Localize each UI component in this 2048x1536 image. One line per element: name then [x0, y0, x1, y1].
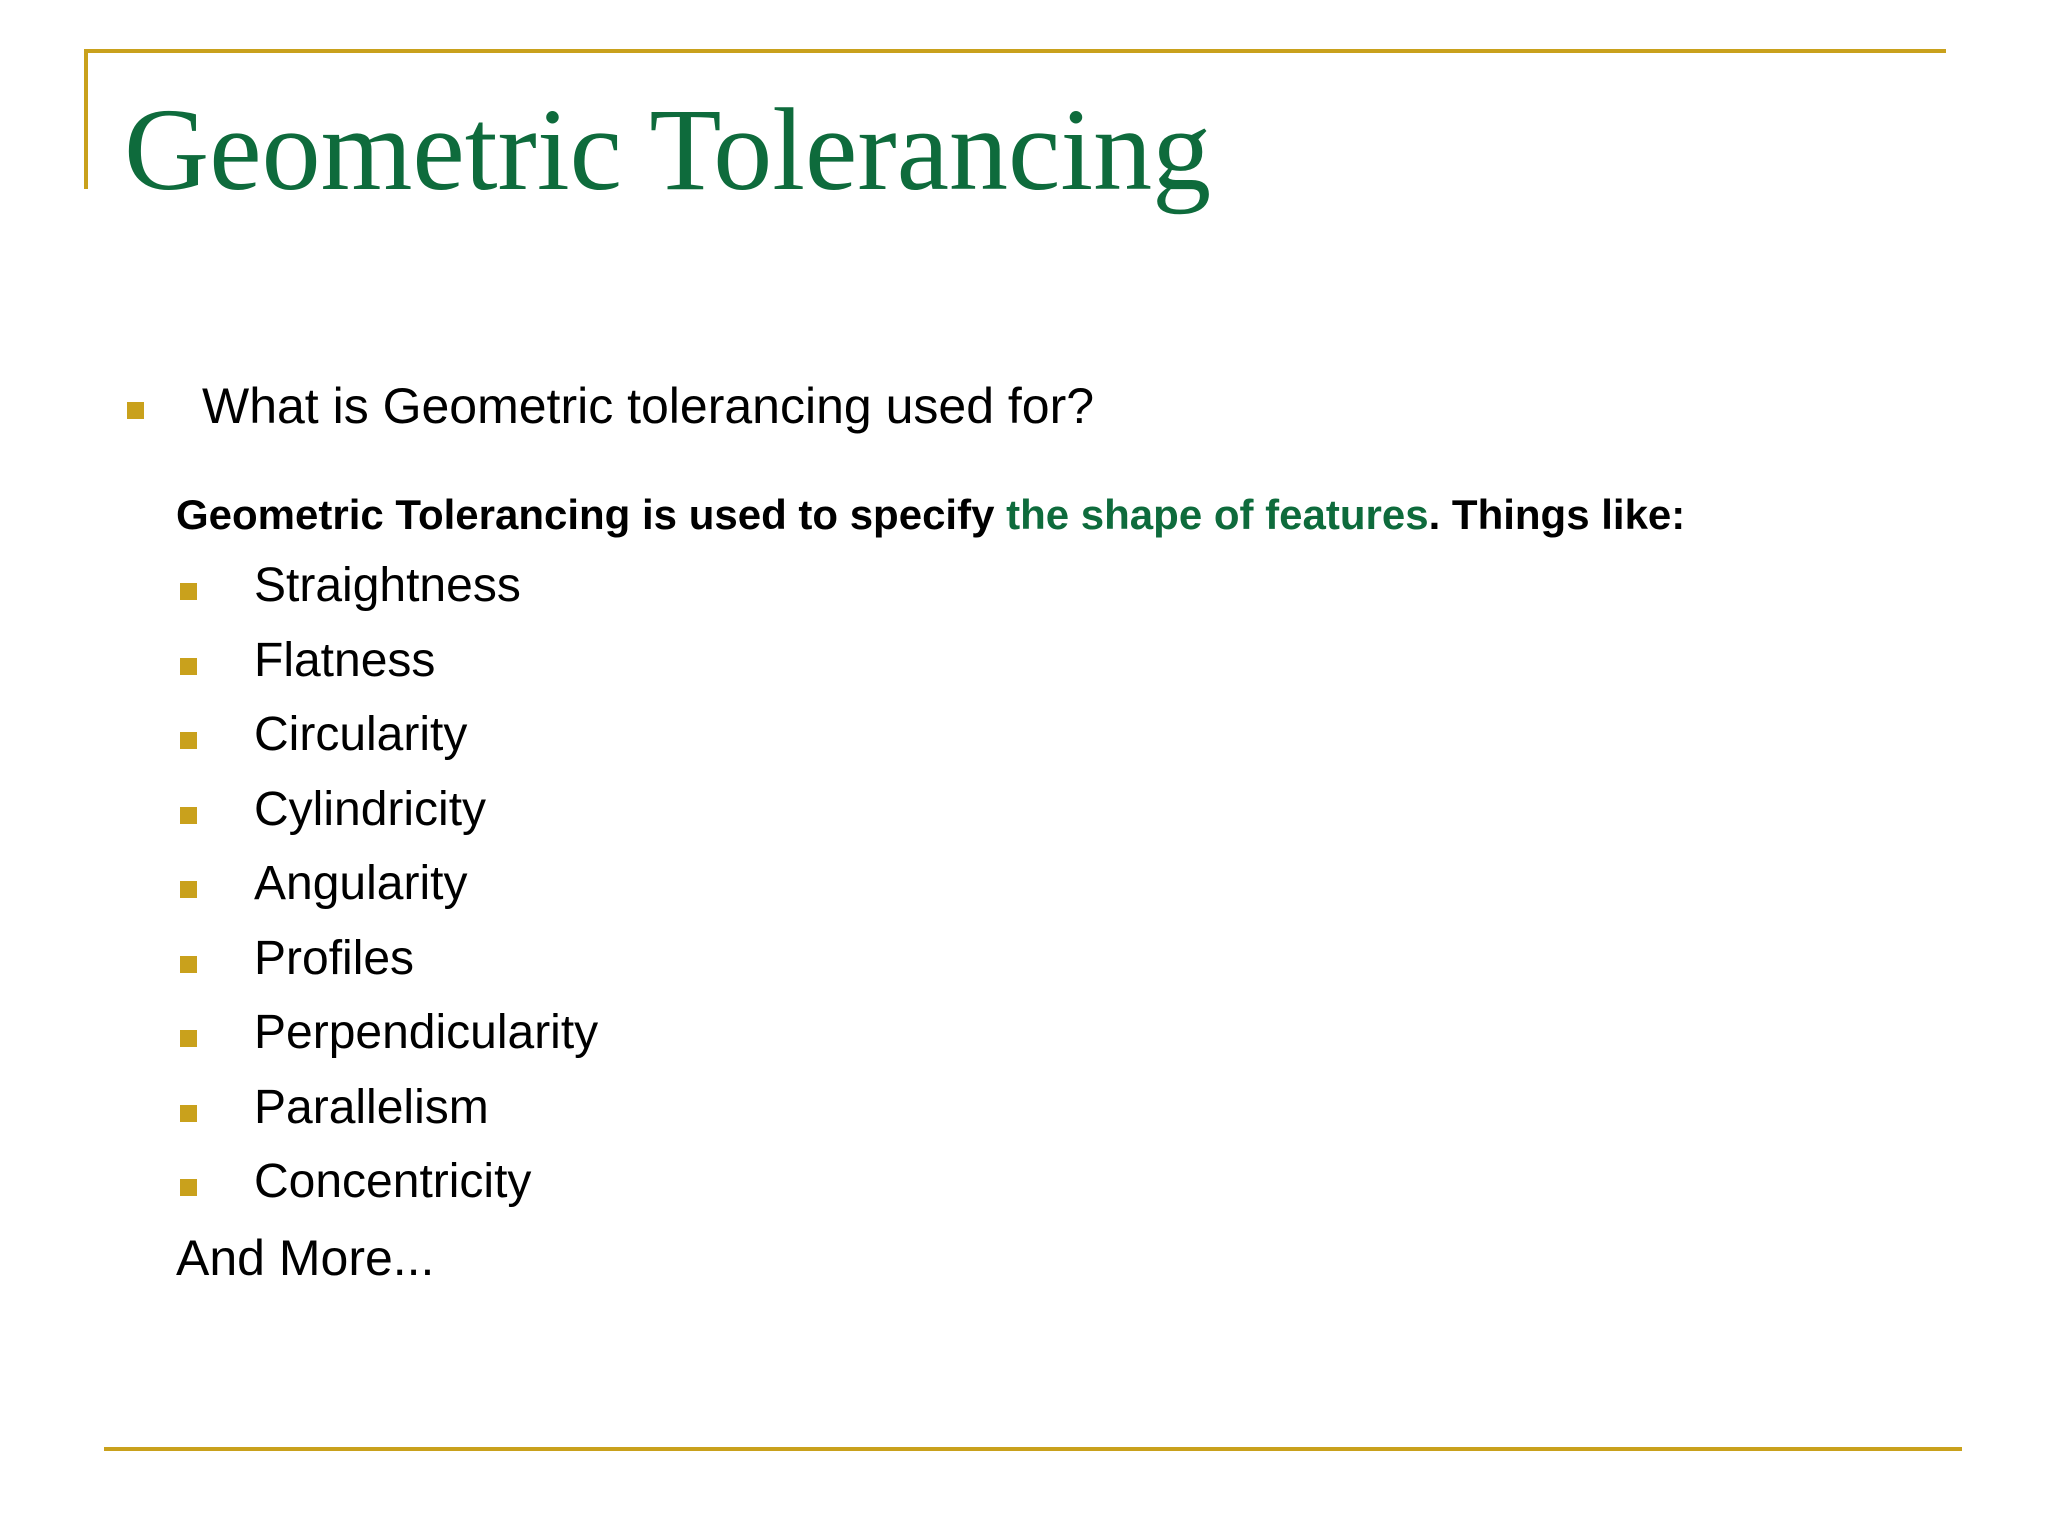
slide-title: Geometric Tolerancing: [124, 84, 1212, 215]
answer-suffix: . Things like:: [1428, 491, 1686, 538]
answer-text: [176, 487, 1685, 543]
square-bullet-icon: [180, 658, 197, 675]
answer-highlight: the shape of features: [1006, 491, 1429, 538]
list-item-label: Cylindricity: [254, 782, 487, 836]
square-bullet-icon: [180, 1030, 197, 1047]
list-item-label: Straightness: [254, 559, 521, 612]
list-item-label: Profiles: [254, 931, 415, 985]
list-item-label: Circularity: [254, 708, 468, 761]
frame-left-rule: [84, 49, 88, 189]
list-item-label: Angularity: [254, 857, 468, 910]
and-more-text: And More...: [176, 1230, 435, 1286]
list-item-label: Parallelism: [254, 1080, 489, 1134]
frame-bottom-rule: [104, 1447, 1962, 1451]
square-bullet-icon: [180, 732, 197, 749]
square-bullet-icon: [180, 1105, 197, 1122]
square-bullet-icon: [180, 881, 197, 898]
question-text: What is Geometric tolerancing used for?: [202, 378, 1095, 434]
square-bullet-icon: [180, 1179, 197, 1196]
square-bullet-icon: [180, 807, 197, 824]
list-item-label: Concentricity: [254, 1155, 532, 1208]
frame-top-rule: [84, 49, 1946, 53]
square-bullet-icon: [180, 956, 197, 973]
square-bullet-icon: [180, 583, 197, 600]
square-bullet-icon: [127, 402, 144, 419]
answer-prefix: Geometric Tolerancing is used to specify: [176, 491, 1007, 538]
list-item-label: Flatness: [254, 633, 436, 687]
list-item-label: Perpendicularity: [254, 1006, 599, 1059]
